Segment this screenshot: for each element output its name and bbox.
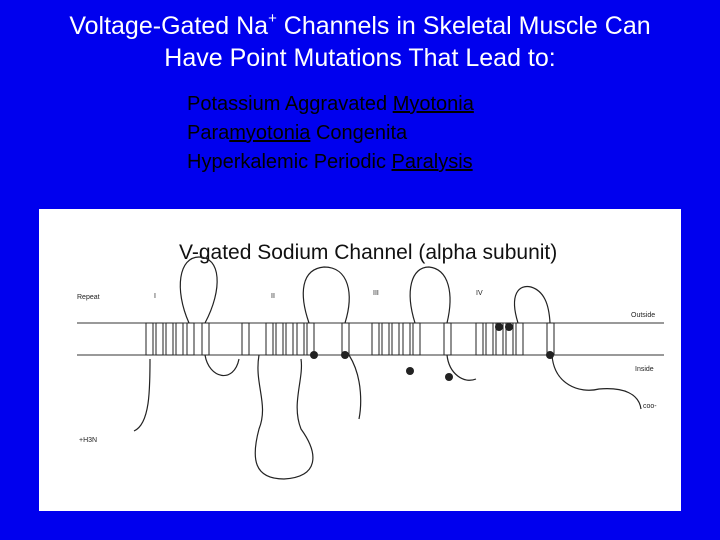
segment-s3 (286, 323, 293, 355)
domain-ii (242, 267, 349, 479)
pore-loop (303, 267, 349, 323)
segment-s6 (342, 323, 349, 355)
inside-label: Inside (635, 366, 654, 373)
segment-s4 (297, 323, 304, 355)
segment-s2 (276, 323, 283, 355)
n-terminus-label: +H3N (79, 437, 98, 444)
mutation-site (341, 351, 349, 359)
segment-s1 (372, 323, 379, 355)
mutation-site (310, 351, 318, 359)
segment-s2 (156, 323, 163, 355)
disorder-item: Hyperkalemic Periodic Paralysis (187, 151, 473, 173)
disorder-list (187, 90, 474, 177)
channel-topology-svg (39, 209, 681, 511)
segment-s5 (516, 323, 523, 355)
outside-label: Outside (631, 312, 656, 319)
diagram-title: V-gated Sodium Channel (alpha subunit) (179, 241, 558, 264)
mutation-site (495, 323, 503, 331)
intracellular-loop (255, 355, 313, 479)
segment-s2 (486, 323, 493, 355)
segment-s2 (382, 323, 389, 355)
segment-s5 (187, 323, 194, 355)
c-terminal-tail (552, 355, 641, 409)
disorder-item: Potassium Aggravated Myotonia (187, 93, 474, 115)
c-terminus-label: coo- (643, 403, 657, 410)
n-terminal-tail (134, 359, 150, 431)
sodium-channel-diagram (39, 209, 681, 511)
segment-s1 (266, 323, 273, 355)
mutation-site (445, 373, 453, 381)
mutation-site (505, 323, 513, 331)
segment-s5 (413, 323, 420, 355)
segment-s6 (444, 323, 451, 355)
linker-loop (205, 355, 239, 376)
repeat-label: Repeat (77, 294, 100, 301)
mutation-site (406, 367, 414, 375)
disorder-item: Paramyotonia Congenita (187, 122, 408, 144)
pore-loop (515, 286, 550, 323)
segment-s1 (476, 323, 483, 355)
domain-iii (349, 267, 476, 419)
domain-iv (476, 286, 641, 409)
repeat-iii-label: III (373, 290, 379, 297)
repeat-iv-label: IV (476, 290, 483, 297)
repeat-i-label: I (154, 293, 156, 300)
title-line-2: Have Point Mutations That Lead to: (164, 44, 556, 72)
title-line-1: Voltage-Gated Na+ Channels in Skeletal Muscle Can (69, 10, 651, 40)
segment-s1 (146, 323, 153, 355)
segment-s4 (403, 323, 410, 355)
pore-loop (410, 267, 450, 323)
pore-loop (180, 257, 217, 323)
segment-s5 (242, 323, 249, 355)
segment-s3 (392, 323, 399, 355)
segment-s6 (547, 323, 554, 355)
domain-i (146, 257, 239, 376)
segment-s3 (166, 323, 173, 355)
segment-s6 (202, 323, 209, 355)
linker-loop (349, 355, 361, 419)
segment-s5b (307, 323, 314, 355)
slide-title (0, 10, 720, 74)
segment-s4 (176, 323, 183, 355)
repeat-ii-label: II (271, 293, 275, 300)
